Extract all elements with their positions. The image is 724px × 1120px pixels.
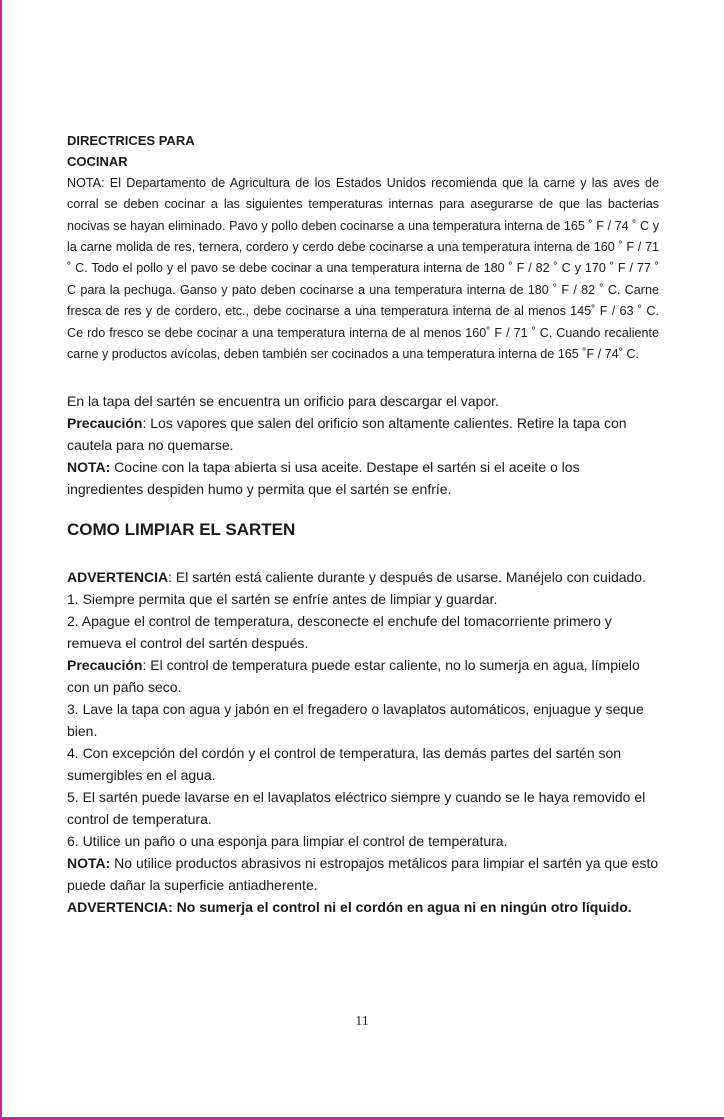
cleaning-final-warning: ADVERTENCIA: No sumerja el control ni el cordón en agua ni en ningún otro líquido. xyxy=(67,899,632,916)
page-number: 11 xyxy=(355,1014,369,1029)
cleaning-step-2: 2. Apague el control de temperatura, desconecte el enchufe del tomacorriente primero y remueva el control del sartén después. xyxy=(67,613,612,652)
cleaning-title: COMO LIMPIAR EL SARTEN xyxy=(67,520,296,540)
cleaning-note-paragraph xyxy=(67,852,659,896)
cleaning-step-3: 3. Lave la tapa con agua y jabón en el fregadero o lavaplatos automáticos, enjuague y seque bien. xyxy=(67,701,644,740)
cooking-note-paragraph: NOTA: El Departamento de Agricultura de los Estados Unidos recomienda que la carne y las aves de corral se deben cocinar a las siguientes temperaturas internas para asegurarse de que las bacterias nocivas se hayan eliminado. Pavo y pollo deben cocinarse a una temperatura interna de 165 ˚ F / 74 ˚ C y la carne molida de res, ternera, cordero y cerdo debe cocinarse a una temperatura interna de 160 ˚ F / 71 ˚ C. Todo el pollo y el pavo se debe cocinar a una temperatura interna de 180 ˚ F / 82 ˚ C y 170 ˚ F / 77 ˚ C para la pechuga. Ganso y pato deben cocinarse a una temperatura interna de 180 ˚ F / 82 ˚ C. Carne fresca de res y de cordero, etc., debe cocinarse a una temperatura interna de al menos 145˚ F / 63 ˚ C. Ce rdo fresco se debe cocinar a una temperatura interna de al menos 160˚ F / 71 ˚ C. Cuando recaliente carne y productos avícolas, deben también ser cocinados a una temperatura interna de 165 ˚F / 74˚ C. xyxy=(67,175,659,362)
cleaning-caution-label: Precaución xyxy=(67,657,143,674)
cleaning-warning-text: : El sartén está caliente durante y después de usarse. Manéjelo con cuidado. xyxy=(168,569,646,586)
page-edge-left xyxy=(0,0,2,1120)
cleaning-step-6: 6. Utilice un paño o una esponja para limpiar el control de temperatura. xyxy=(67,833,508,850)
cleaning-step-5: 5. El sartén puede lavarse en el lavaplatos eléctrico siempre y cuando se le haya removido el control de temperatura. xyxy=(67,789,646,828)
cleaning-caution-paragraph xyxy=(67,654,659,698)
cooking-heading-line1: DIRECTRICES PARA xyxy=(67,133,195,148)
lid-vent-text: En la tapa del sartén se encuentra un orificio para descargar el vapor. xyxy=(67,393,499,410)
lid-note-paragraph xyxy=(67,456,659,500)
cooking-guidelines-section xyxy=(67,130,659,365)
cleaning-section xyxy=(67,566,659,918)
lid-note-text: Cocine con la tapa abierta si usa aceite. Destape el sartén si el aceite o los ingredientes despiden humo y permita que el sartén se enfríe. xyxy=(67,459,580,498)
cleaning-note-label: NOTA: xyxy=(67,855,111,872)
cleaning-warning-paragraph xyxy=(67,566,659,588)
lid-note-label: NOTA: xyxy=(67,459,111,476)
cleaning-warning-label: ADVERTENCIA xyxy=(67,569,169,586)
lid-caution-text: : Los vapores que salen del orificio son altamente calientes. Retire la tapa con cautela para no quemarse. xyxy=(67,415,627,454)
lid-caution-paragraph xyxy=(67,412,659,456)
cleaning-step-4: 4. Con excepción del cordón y el control de temperatura, las demás partes del sartén son sumergibles en el agua. xyxy=(67,745,622,784)
lid-section xyxy=(67,390,659,500)
cleaning-caution-text: : El control de temperatura puede estar caliente, no lo sumerja en agua, límpielo con un paño seco. xyxy=(67,657,640,696)
cleaning-note-text: No utilice productos abrasivos ni estropajos metálicos para limpiar el sartén ya que esto puede dañar la superficie antiadherente. xyxy=(67,855,659,894)
manual-page xyxy=(67,130,659,918)
cleaning-step-1: 1. Siempre permita que el sartén se enfríe antes de limpiar y guardar. xyxy=(67,591,498,608)
lid-caution-label: Precaución xyxy=(67,415,143,432)
cooking-heading-line2: COCINAR xyxy=(67,154,128,170)
